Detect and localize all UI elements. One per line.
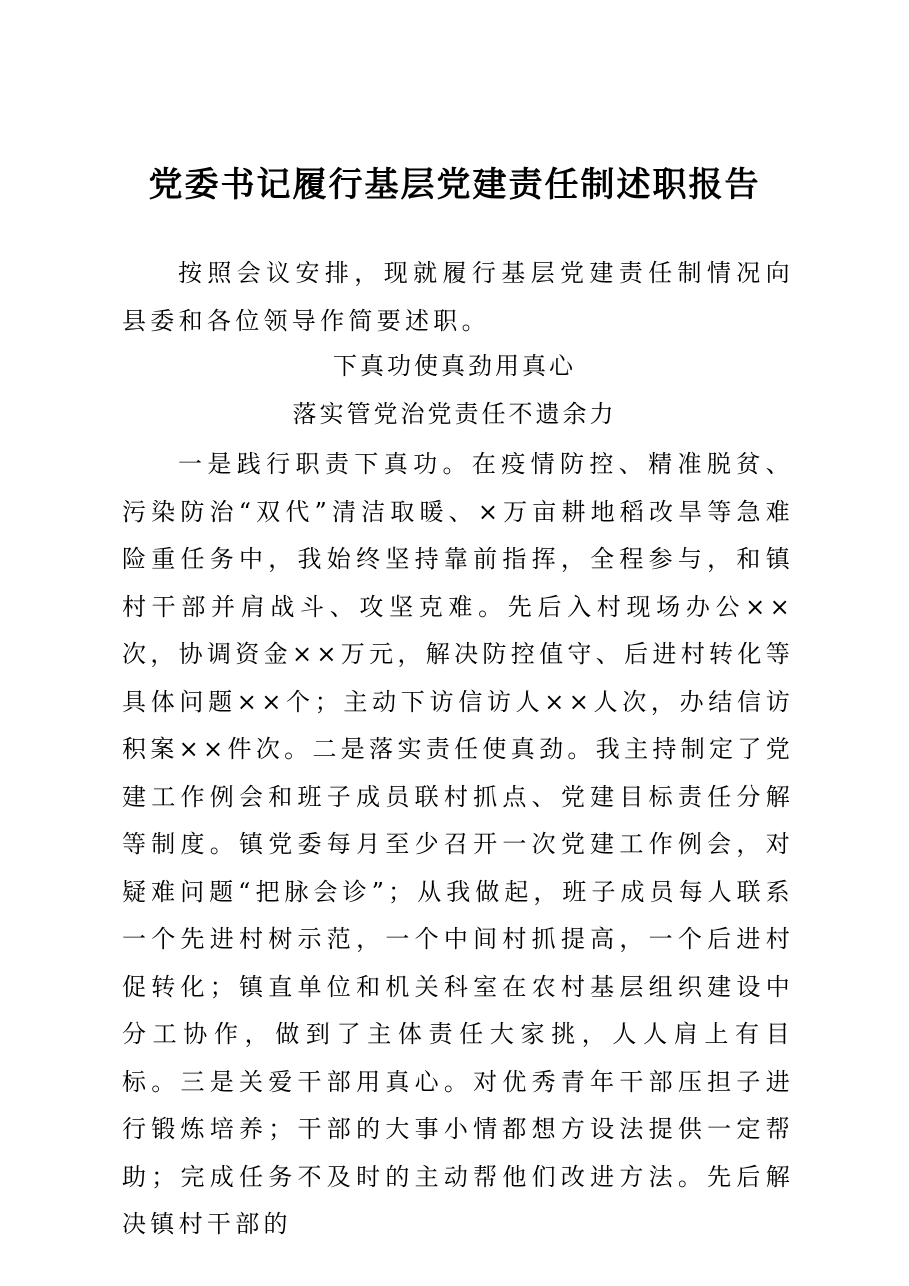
intro-paragraph: 按照会议安排，现就履行基层党建责任制情况向县委和各位领导作简要述职。 xyxy=(122,259,794,335)
body-paragraph: 一是践行职责下真功。在疫情防控、精准脱贫、污染防治“双代”清洁取暖、×万亩耕地稻改旱等急难险重任务中，我始终坚持靠前指挥，全程参与，和镇村干部并肩战斗、攻坚克难。先后入村现场办公××次，协调资金××万元，解决防控值守、后进村转化等具体问题××个；主动下访信访人××人次，办结信访积案××件次。二是落实责任使真劲。我主持制定了党建工作例会和班子成员联村抓点、党建目标责任分解等制度。镇党委每月至少召开一次党建工作例会，对疑难问题“把脉会诊”；从我做起，班子成员每人联系一个先进村树示范，一个中间村抓提高，一个后进村促转化；镇直单位和机关科室在农村基层组织建设中分工协作，做到了主体责任大家挑，人人肩上有目标。三是关爱干部用真心。对优秀青年干部压担子进行锻炼培养；干部的大事小情都想方设法提供一定帮助；完成任务不及时的主动帮他们改进方法。先后解决镇村干部的 xyxy=(122,450,794,1238)
subheading-2: 落实管党治党责任不遗余力 xyxy=(292,400,617,428)
subheading-1: 下真功使真劲用真心 xyxy=(333,352,576,380)
document-title: 党委书记履行基层党建责任制述职报告 xyxy=(148,165,761,205)
